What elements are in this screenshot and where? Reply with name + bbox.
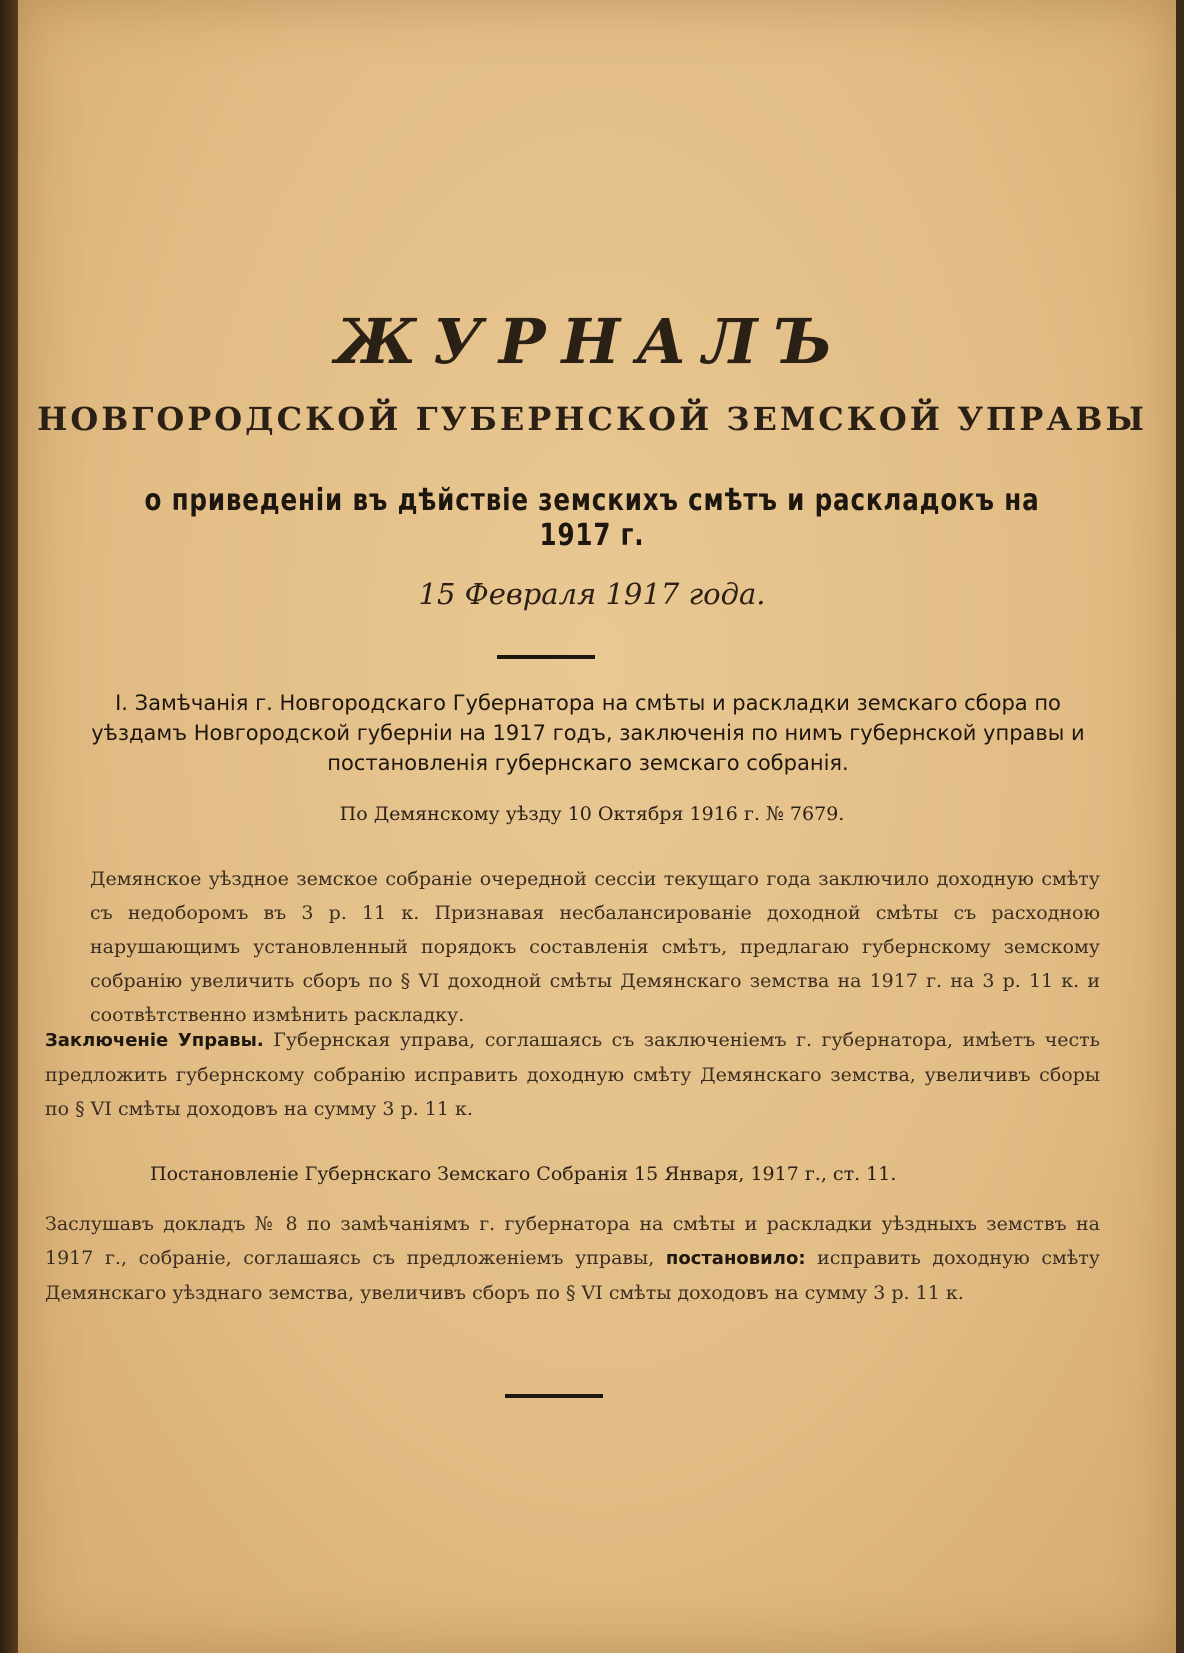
board-conclusion-text: Губернская управа, соглашаясь съ заключенiемъ г. губернатора, имѣетъ честь предложить губернскому собранiю исправить доходную смѣту Демянскаго земства, увеличивъ сборы по § VI смѣты доходовъ на сумму 3 р. 11 к. xyxy=(45,1029,1100,1120)
assembly-resolution-paragraph xyxy=(45,1207,1100,1310)
section-heading: I. Замѣчанiя г. Новгородскаго Губернатора на смѣты и раскладки земскаго сбора по уѣздамъ Новгородской губернiи на 1917 годъ, заключенiя по нимъ губернской управы и постановленiя губернскаго земскаго собранiя. xyxy=(91,691,1085,775)
document-title: ЖУРНАЛЪ xyxy=(335,305,849,378)
document-page xyxy=(18,0,1176,1653)
resolution-text-start: Заслушавъ докладъ № 8 по замѣчанiямъ г. губернатора на смѣты и раскладки уѣздныхъ земствъ на 1917 г., собранiе, соглашаясь съ предложенiемъ управы, xyxy=(45,1213,1100,1269)
book-binding-edge xyxy=(0,0,18,1653)
divider-bottom xyxy=(505,1394,603,1398)
board-conclusion-paragraph xyxy=(45,1023,1100,1126)
assembly-resolution-reference: Постановленiе Губернскаго Земскаго Собранiя 15 Января, 1917 г., ст. 11. xyxy=(150,1163,897,1185)
issuer-subtitle: НОВГОРОДСКОЙ ГУБЕРНСКОЙ ЗЕМСКОЙ УПРАВЫ xyxy=(37,400,1147,438)
resolution-text-end: исправить доходную смѣту Демянскаго уѣзднаго земства, увеличивъ сборъ по § VI смѣты доходовъ на сумму 3 р. 11 к. xyxy=(45,1247,1100,1304)
board-conclusion-label: Заключенiе Управы. xyxy=(45,1030,264,1051)
document-date: 15 Февраля 1917 года. xyxy=(418,577,766,611)
district-reference: По Демянскому уѣзду 10 Октября 1916 г. № 7679. xyxy=(339,803,845,825)
document-subject: о приведенiи въ дѣйствiе земскихъ смѣтъ и раскладокъ на 1917 г. xyxy=(144,483,1040,553)
divider-top xyxy=(497,655,595,659)
governor-remark-paragraph: Демянское уѣздное земское собранiе очередной сессiи текущаго года заключило доходную смѣту съ недоборомъ въ 3 р. 11 к. Признавая несбалансированiе доходной смѣты съ расходною нарушающимъ установленный порядокъ составленiя смѣтъ, предлагаю губернскому земскому собранiю увеличить сборъ по § VI доходной смѣты Демянскаго земства на 1917 г. на 3 р. 11 к. и соотвѣтственно измѣнить раскладку. xyxy=(90,868,1100,1026)
resolution-decided-label: постановило: xyxy=(665,1248,806,1269)
